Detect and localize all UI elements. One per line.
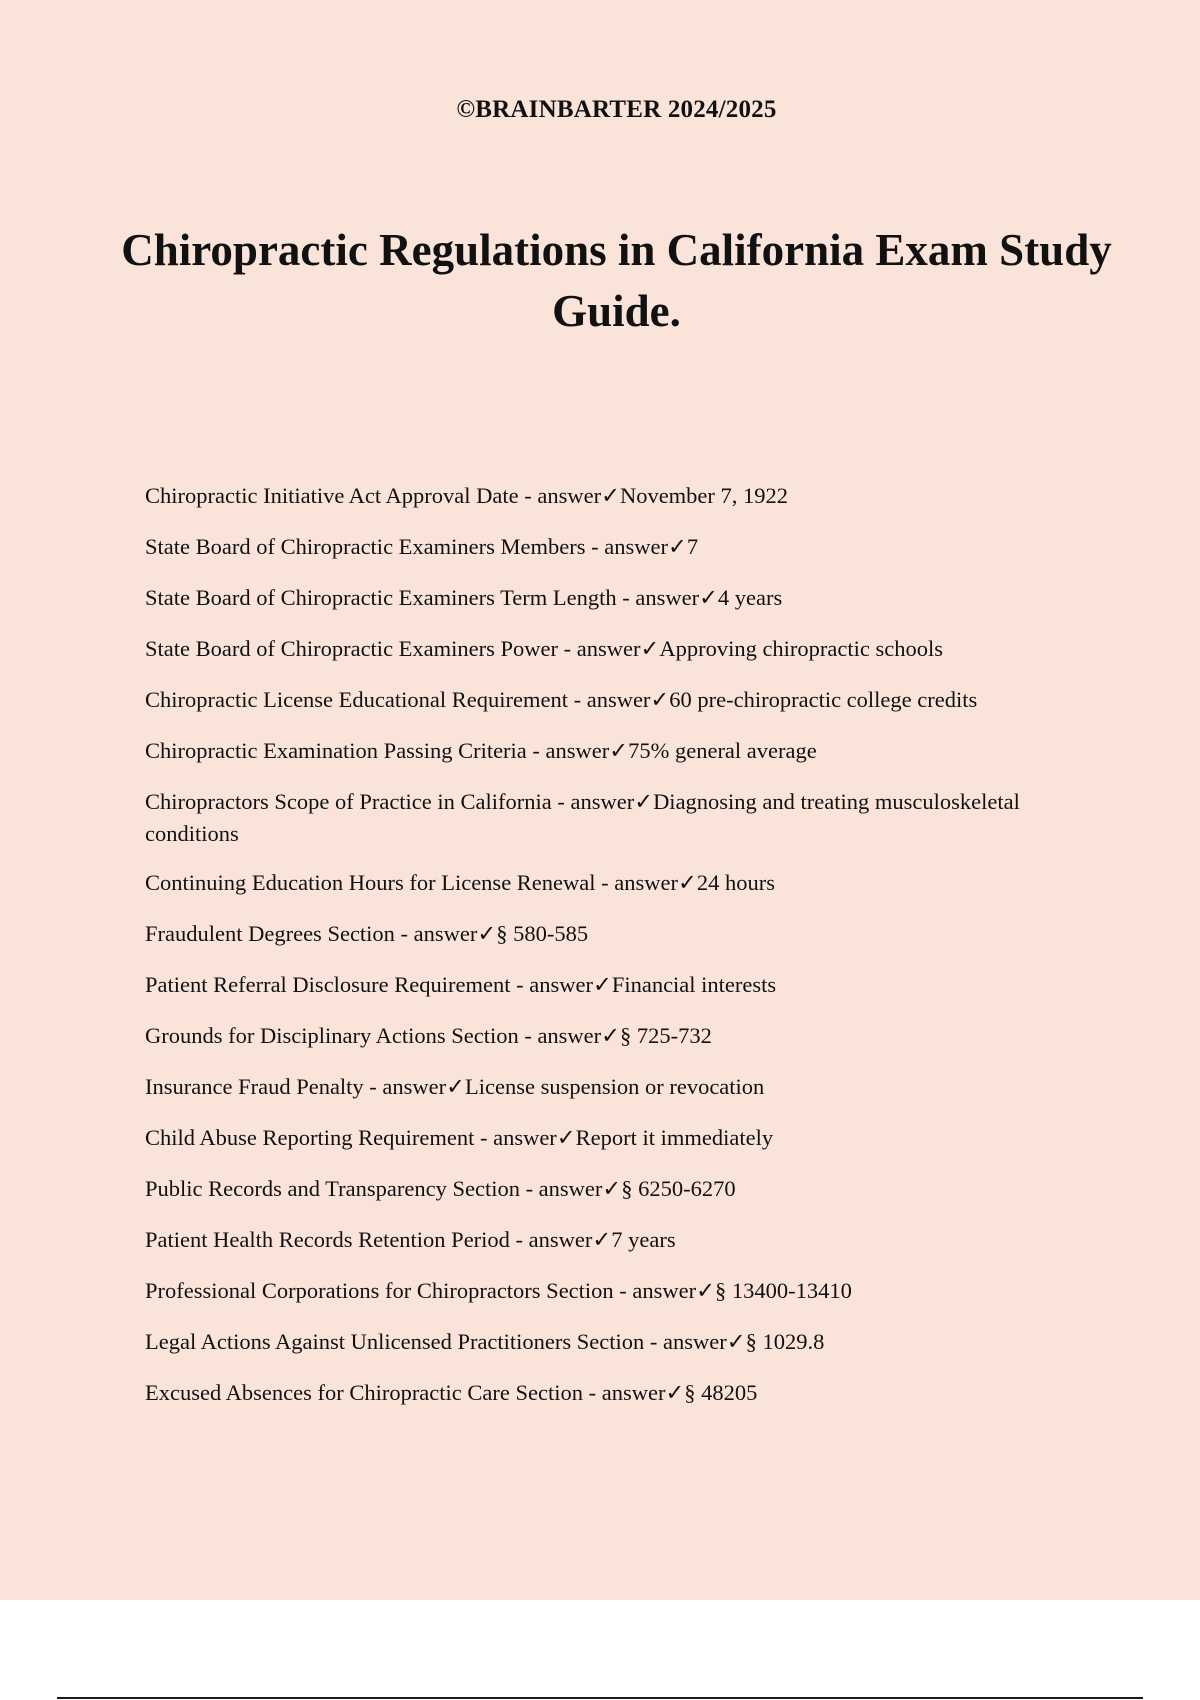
bottom-divider bbox=[57, 1697, 1143, 1699]
qa-item: Child Abuse Reporting Requirement - answer✓Report it immediately bbox=[145, 1125, 774, 1150]
qa-item: Chiropractic License Educational Requirement - answer✓60 pre-chiropractic college credits bbox=[145, 687, 978, 712]
qa-item: Excused Absences for Chiropractic Care Section - answer✓§ 48205 bbox=[145, 1380, 758, 1405]
qa-item: Professional Corporations for Chiropractors Section - answer✓§ 13400-13410 bbox=[145, 1278, 852, 1303]
qa-item: State Board of Chiropractic Examiners Power - answer✓Approving chiropractic schools bbox=[145, 636, 944, 661]
copyright-header: ©BRAINBARTER 2024/2025 bbox=[456, 96, 777, 123]
qa-item: Continuing Education Hours for License Renewal - answer✓24 hours bbox=[145, 870, 775, 895]
qa-item: Chiropractic Examination Passing Criteria - answer✓75% general average bbox=[145, 738, 817, 763]
qa-list bbox=[145, 480, 1090, 1428]
qa-item: Fraudulent Degrees Section - answer✓§ 580-585 bbox=[145, 921, 589, 946]
qa-item: Patient Health Records Retention Period - answer✓7 years bbox=[145, 1227, 676, 1252]
qa-item: Insurance Fraud Penalty - answer✓License suspension or revocation bbox=[145, 1074, 765, 1099]
qa-item: Legal Actions Against Unlicensed Practitioners Section - answer✓§ 1029.8 bbox=[145, 1329, 825, 1354]
qa-item: State Board of Chiropractic Examiners Members - answer✓7 bbox=[145, 534, 699, 559]
qa-item: Chiropractic Initiative Act Approval Date - answer✓November 7, 1922 bbox=[145, 483, 789, 508]
qa-item: Grounds for Disciplinary Actions Section - answer✓§ 725-732 bbox=[145, 1023, 712, 1048]
qa-item: Chiropractors Scope of Practice in California - answer✓Diagnosing and treating musculoskeletal conditions bbox=[145, 789, 1020, 846]
qa-item: Patient Referral Disclosure Requirement - answer✓Financial interests bbox=[145, 972, 777, 997]
qa-item: State Board of Chiropractic Examiners Term Length - answer✓4 years bbox=[145, 585, 783, 610]
qa-item: Public Records and Transparency Section - answer✓§ 6250-6270 bbox=[145, 1176, 736, 1201]
document-title: Chiropractic Regulations in California Exam Study Guide. bbox=[121, 225, 1112, 336]
